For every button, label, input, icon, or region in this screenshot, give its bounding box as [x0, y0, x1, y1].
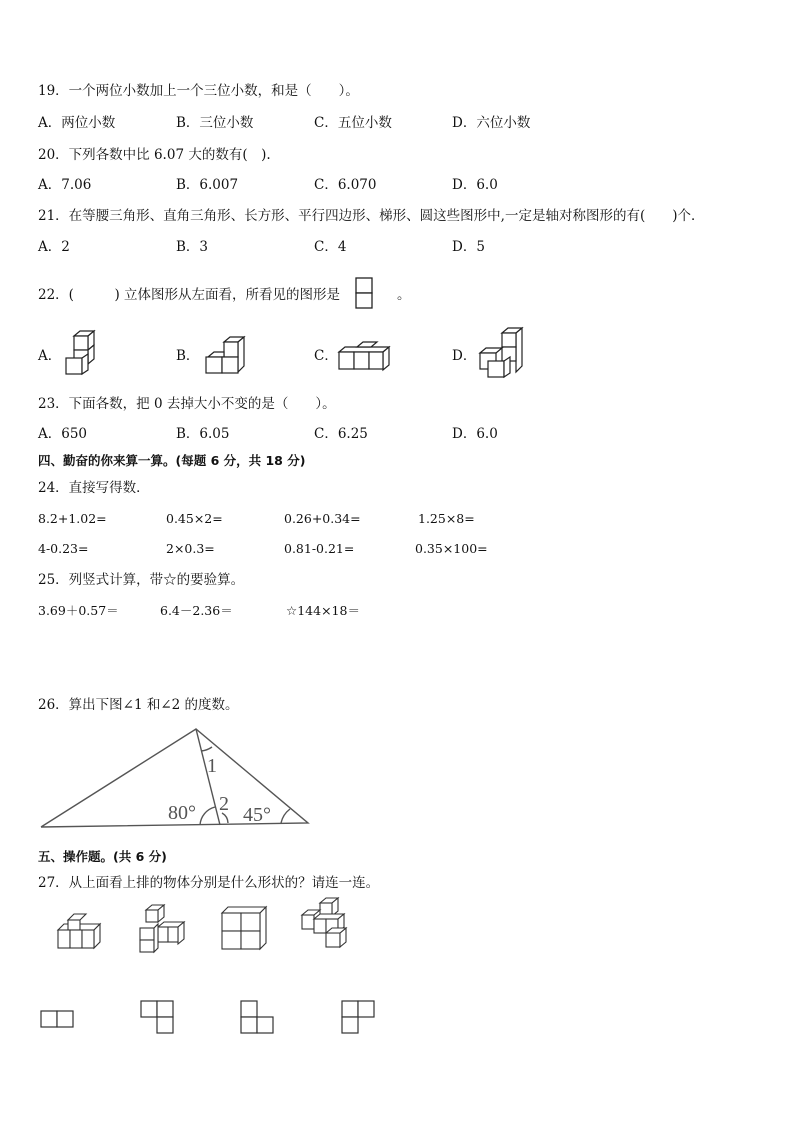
q20-option-b[interactable]: B．6.007: [176, 177, 239, 193]
q19-option-d[interactable]: D．六位小数: [452, 115, 531, 131]
q24-item: 2×0.3=: [166, 541, 215, 556]
top-view-option-3[interactable]: [240, 1000, 278, 1038]
q24-item: 4-0.23=: [38, 541, 89, 556]
q22-figure-a: [64, 330, 98, 380]
q22-figure-c: [337, 340, 399, 374]
q25-item: 3.69＋0.57＝: [38, 603, 119, 618]
q25-item: ☆144×18＝: [286, 603, 360, 618]
angle-2-label: 2: [219, 793, 229, 815]
q22-option-c[interactable]: C．: [314, 348, 338, 364]
solid-figure-2: [136, 903, 188, 955]
top-view-option-4[interactable]: [341, 1000, 379, 1038]
q22-stem: [38, 286, 340, 304]
q26-stem: 26．算出下图∠1 和∠2 的度数。: [38, 697, 239, 713]
q23-stem: 23．下面各数，把 0 去掉大小不变的是（ ）。: [38, 396, 336, 412]
q22-stem-end: 。: [397, 287, 411, 303]
section-4-title: 四、勤奋的你来算一算。(每题 6 分，共 18 分): [38, 453, 306, 468]
q24-item: 0.26+0.34=: [284, 511, 361, 526]
top-view-option-1[interactable]: [40, 1010, 78, 1032]
solid-figure-4: [300, 897, 354, 953]
q23-option-a[interactable]: A．650: [38, 426, 88, 442]
q24-item: 1.25×8=: [418, 511, 475, 526]
angle-45-label: 45°: [243, 804, 271, 826]
q24-item: 0.81-0.21=: [284, 541, 355, 556]
q23-option-c[interactable]: C．6.25: [314, 426, 368, 442]
top-view-option-2[interactable]: [140, 1000, 178, 1038]
q21-option-b[interactable]: B．3: [176, 239, 209, 255]
left-view-figure: [355, 277, 375, 311]
angle-80-label: 80°: [168, 802, 196, 824]
q19-option-a[interactable]: A．两位小数: [38, 115, 116, 131]
q21-option-c[interactable]: C．4: [314, 239, 347, 255]
q22-stem-text: 22．( ) 立体图形从左面看，所看见的图形是: [38, 287, 341, 303]
q22-option-a[interactable]: A．: [38, 348, 62, 364]
q20-option-c[interactable]: C．6.070: [314, 177, 377, 193]
q24-item: 0.35×100=: [415, 541, 488, 556]
q22-option-d[interactable]: D．: [452, 348, 477, 364]
q24-stem: 24．直接写得数．: [38, 480, 150, 496]
q22-figure-d: [476, 326, 528, 382]
q27-stem: 27．从上面看上排的物体分别是什么形状的？请连一连。: [38, 875, 380, 891]
q21-option-a[interactable]: A．2: [38, 239, 70, 255]
q23-option-b[interactable]: B．6.05: [176, 426, 230, 442]
q20-option-a[interactable]: A．7.06: [38, 177, 92, 193]
solid-figure-1: [56, 912, 106, 952]
q24-item: 0.45×2=: [166, 511, 223, 526]
angle-1-label: 1: [207, 755, 217, 777]
q25-item: 6.4－2.36＝: [160, 603, 233, 618]
q22-option-b[interactable]: B．: [176, 348, 200, 364]
q23-option-d[interactable]: D．6.0: [452, 426, 498, 442]
q20-stem: 20．下列各数中比 6.07 大的数有( ).: [38, 147, 271, 163]
q21-option-d[interactable]: D．5: [452, 239, 485, 255]
q19-option-c[interactable]: C．五位小数: [314, 115, 392, 131]
solid-figure-3: [220, 905, 270, 951]
q20-option-d[interactable]: D．6.0: [452, 177, 498, 193]
q25-stem: 25．列竖式计算，带☆的要验算。: [38, 572, 245, 588]
triangle-figure: [36, 725, 316, 835]
q19-option-b[interactable]: B．三位小数: [176, 115, 254, 131]
q24-item: 8.2+1.02=: [38, 511, 107, 526]
q22-figure-b: [202, 336, 250, 380]
section-5-title: 五、操作题。(共 6 分): [38, 849, 167, 864]
q21-stem: 21．在等腰三角形、直角三角形、长方形、平行四边形、梯形、圆这些图形中,一定是轴对称图形的有( )个．: [38, 208, 705, 224]
q19-stem: 19．一个两位小数加上一个三位小数，和是（ ）。: [38, 83, 359, 99]
